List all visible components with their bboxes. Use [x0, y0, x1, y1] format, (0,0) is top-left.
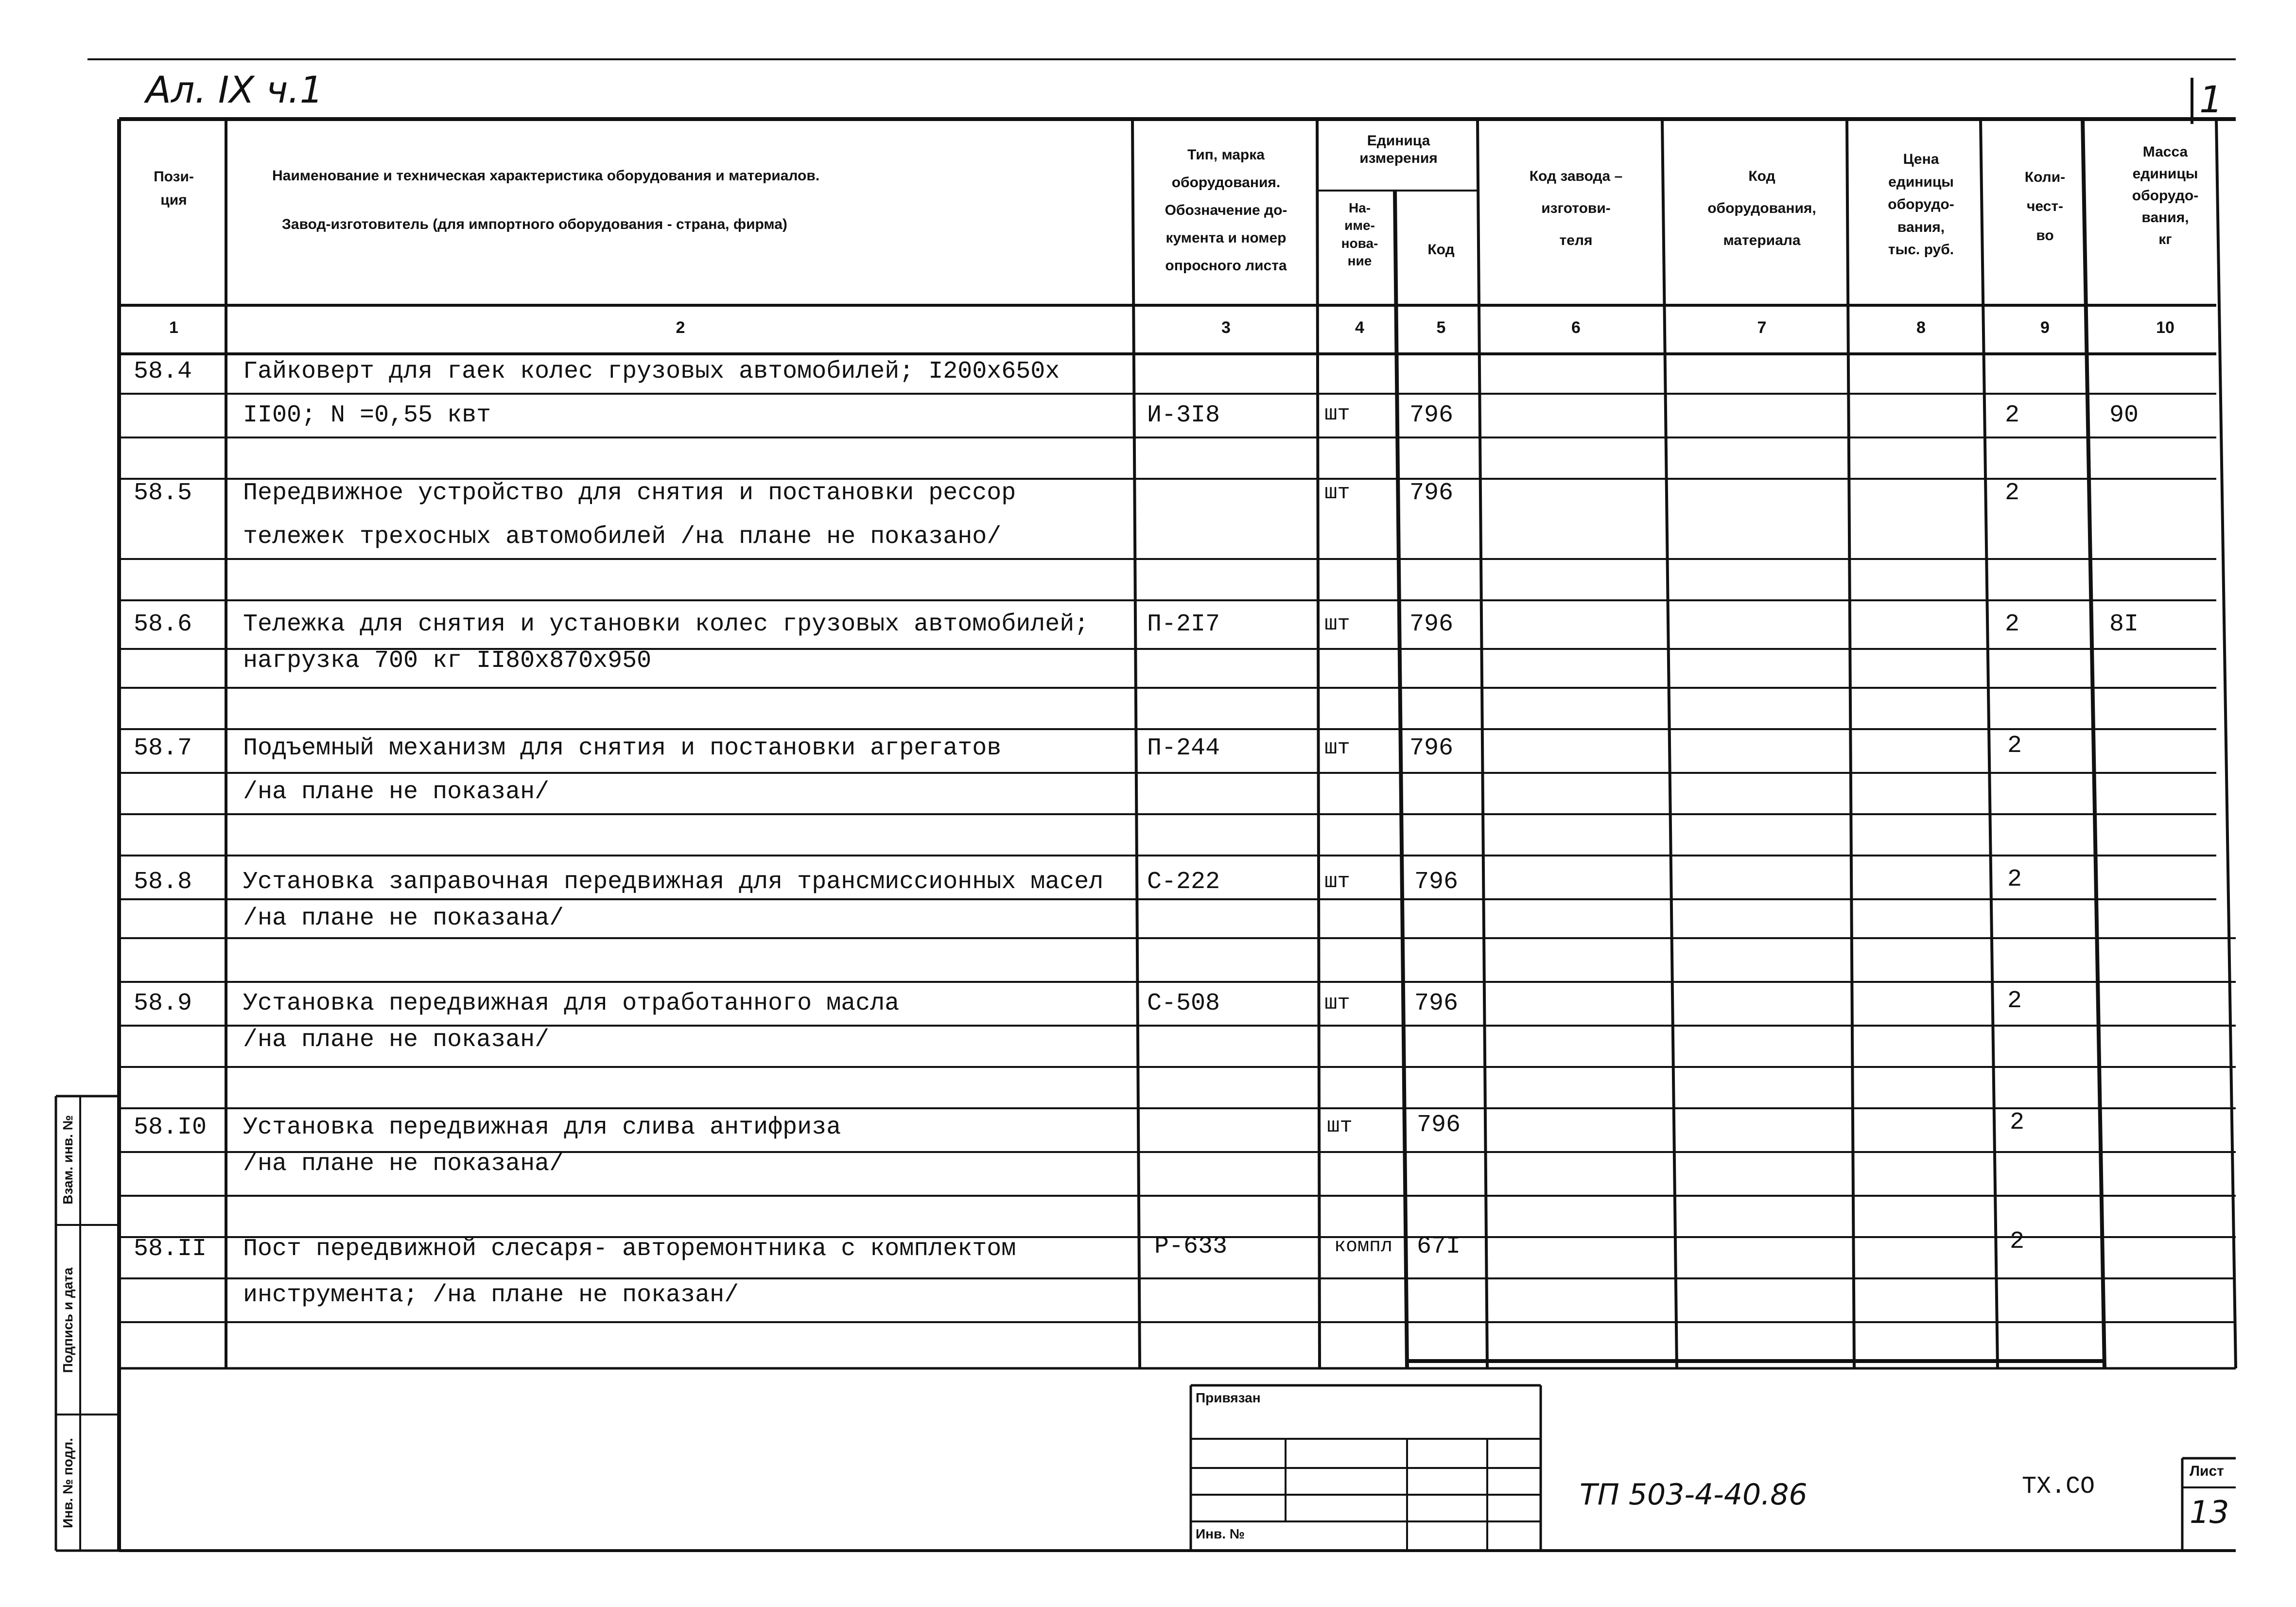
header-quantity: Коли- чест- во	[2024, 169, 2066, 244]
row-name-line1: Тележка для снятия и установки колес грузовых автомобилей;	[243, 611, 1089, 638]
row-qty: 2	[2007, 987, 2022, 1015]
row-qty: 2	[2007, 866, 2022, 893]
row-unit: шт	[1324, 612, 1350, 636]
list-label: Лист	[2190, 1463, 2224, 1479]
row-type: П-244	[1147, 734, 1220, 762]
row-qty: 2	[2010, 1109, 2025, 1136]
col-number-4: 4	[1355, 318, 1364, 337]
row-name-line1: Установка передвижная для отработанного масла	[243, 990, 900, 1017]
row-position: 58.8	[134, 868, 192, 896]
row-position: 58.5	[134, 479, 192, 507]
row-qty: 2	[2005, 611, 2020, 638]
col-number-5: 5	[1436, 318, 1446, 337]
row-code: 796	[1409, 479, 1454, 507]
row-name-line1: Гайковерт для гаек колес грузовых автомобилей; I200x650x	[243, 358, 1060, 385]
header-factory-code: Код завода – изготови- теля	[1529, 168, 1623, 248]
col-number-3: 3	[1221, 318, 1231, 337]
row-name-line2: /на плане не показан/	[243, 1026, 550, 1054]
header-equipment-code: Код оборудования, материала	[1707, 168, 1816, 248]
header-unit-name: На- име- нова- ние	[1341, 200, 1378, 269]
row-name-line2: /на плане не показана/	[243, 905, 564, 932]
row-unit: шт	[1324, 870, 1350, 894]
row-name-line1: Подъемный механизм для снятия и постановки агрегатов	[243, 734, 1002, 762]
row-name-line2: /на плане не показана/	[243, 1150, 564, 1178]
row-name-line2: II00; N =0,55 квт	[243, 402, 491, 429]
col-number-8: 8	[1916, 318, 1926, 337]
header-mass: Масса единицы оборудо- вания, кг	[2132, 144, 2199, 247]
row-qty: 2	[2005, 402, 2020, 429]
privyazan-label: Привязан	[1196, 1390, 1261, 1405]
row-unit: компл	[1334, 1236, 1393, 1258]
row-code: 796	[1409, 402, 1454, 429]
row-code: 796	[1417, 1111, 1461, 1139]
header-position: Пози- ция	[154, 169, 194, 208]
col-number-10: 10	[2156, 318, 2174, 337]
header-unit-code: Код	[1427, 242, 1455, 258]
row-qty: 2	[2005, 479, 2020, 507]
row-mass: 8I	[2109, 611, 2139, 638]
row-position: 58.7	[134, 734, 192, 762]
row-name-line2: нагрузка 700 кг II80x870x950	[243, 647, 652, 675]
section-code: ТХ.СО	[2022, 1473, 2095, 1501]
row-position: 58.4	[134, 358, 192, 385]
row-unit: шт	[1327, 1114, 1353, 1138]
row-position: 58.6	[134, 611, 192, 638]
row-type: С-222	[1147, 868, 1220, 896]
row-name-line1: Передвижное устройство для снятия и постановки рессор	[243, 479, 1016, 507]
row-type: Р-633	[1154, 1233, 1228, 1260]
stamp-vzam-inv: Взам. инв. №	[60, 1115, 75, 1205]
header-type: Тип, марка оборудования. Обозначение до- кумента и номер опросного листа	[1165, 147, 1287, 274]
row-unit: шт	[1324, 402, 1350, 426]
row-code: 796	[1414, 868, 1459, 896]
row-name-line2: /на плане не показан/	[243, 778, 550, 806]
col-number-2: 2	[676, 318, 685, 337]
col-number-7: 7	[1757, 318, 1767, 337]
row-mass: 90	[2109, 402, 2139, 429]
row-code: 796	[1414, 990, 1459, 1017]
row-name-line1: Пост передвижной слесаря- авторемонтника с комплектом	[243, 1235, 1016, 1263]
row-position: 58.I0	[134, 1114, 207, 1141]
row-type: П-2I7	[1147, 611, 1220, 638]
inv-no-label: Инв. №	[1196, 1526, 1245, 1541]
row-position: 58.II	[134, 1235, 207, 1263]
sheet-mark: 1	[2199, 78, 2223, 121]
header-name-line1: Наименование и техническая характеристика оборудования и материалов.	[272, 168, 820, 184]
header-price: Цена единицы оборудо- вания, тыс. руб.	[1888, 151, 1954, 258]
col-number-9: 9	[2040, 318, 2050, 337]
row-unit: шт	[1324, 481, 1350, 505]
row-type: И-3I8	[1147, 402, 1220, 429]
row-code: 796	[1409, 611, 1454, 638]
row-unit: шт	[1324, 736, 1350, 760]
row-qty: 2	[2010, 1228, 2025, 1256]
document-code: ТП 503-4-40.86	[1580, 1478, 1808, 1512]
header-unit-group: Единица измерения	[1359, 133, 1438, 166]
row-code: 67I	[1417, 1233, 1461, 1260]
col-number-6: 6	[1571, 318, 1581, 337]
stamp-signature-date: Подпись и дата	[60, 1267, 75, 1373]
header-name-line2: Завод-изготовитель (для импортного оборудования - страна, фирма)	[282, 216, 787, 232]
row-position: 58.9	[134, 990, 192, 1017]
handwritten-album-note: Ал. IX ч.1	[146, 68, 323, 111]
row-name-line2: инструмента; /на плане не показан/	[243, 1281, 739, 1309]
stamp-inv-original: Инв. № подл.	[60, 1438, 75, 1528]
row-name-line1: Установка передвижная для слива антифриза	[243, 1114, 841, 1141]
row-qty: 2	[2007, 732, 2022, 760]
list-number: 13	[2190, 1495, 2229, 1531]
row-unit: шт	[1324, 991, 1350, 1015]
col-number-1: 1	[169, 318, 178, 337]
row-name-line2: тележек трехосных автомобилей /на плане не показано/	[243, 523, 1002, 551]
row-type: С-508	[1147, 990, 1220, 1017]
row-name-line1: Установка заправочная передвижная для трансмиссионных масел	[243, 868, 1104, 896]
row-code: 796	[1409, 734, 1454, 762]
